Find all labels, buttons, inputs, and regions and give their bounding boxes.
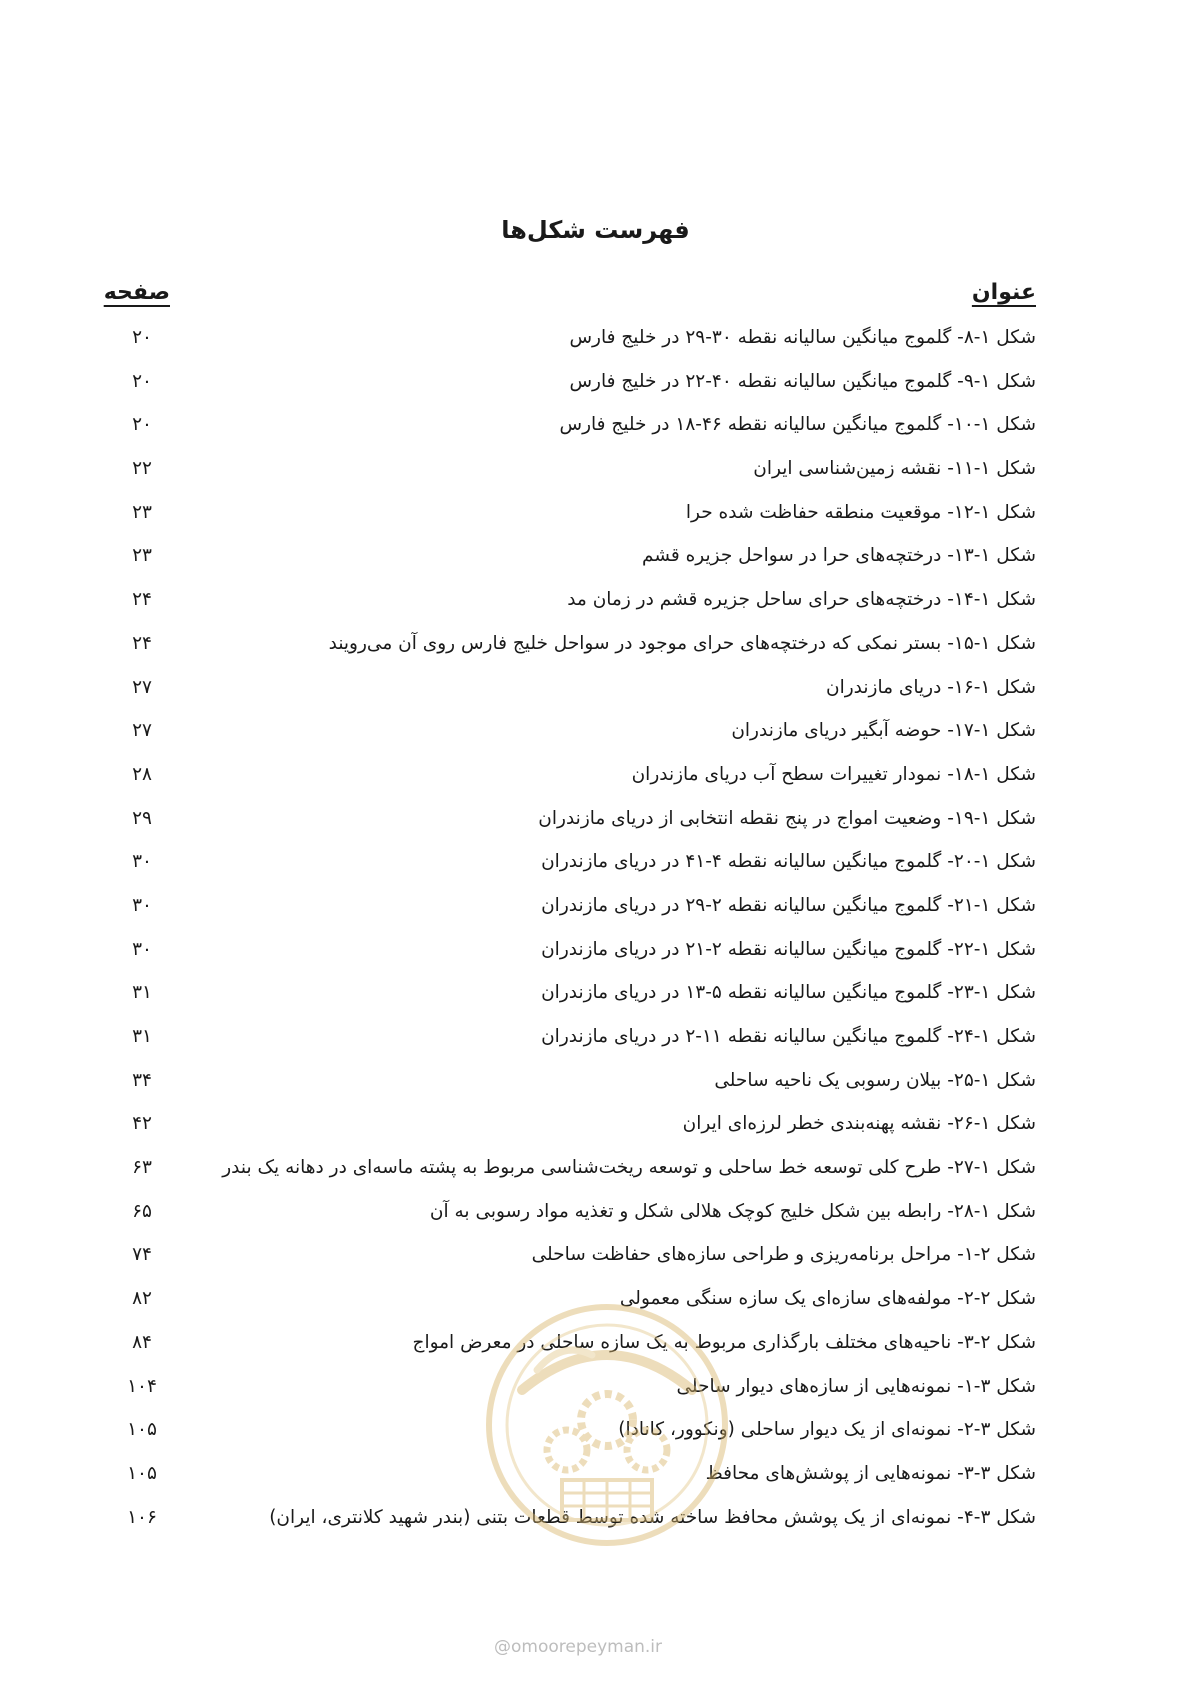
list-item (0, 327, 1191, 371)
page-number: ۱۰۵ (127, 1419, 157, 1441)
list-item (0, 895, 1191, 939)
list-item (0, 502, 1191, 546)
figure-caption: شکل ۱-۲۲- گلموج میانگین سالیانه نقطه ۲-۲۱ در دریای مازندران (541, 938, 1036, 960)
list-item (0, 1288, 1191, 1332)
list-item (0, 1026, 1191, 1070)
page-number: ۳۴ (132, 1069, 152, 1091)
list-item (0, 851, 1191, 895)
page-number: ۲۴ (132, 589, 152, 611)
list-item (0, 764, 1191, 808)
page-number: ۶۳ (132, 1157, 152, 1179)
page-number: ۳۰ (132, 851, 152, 873)
page-number: ۲۹ (132, 807, 152, 829)
figure-caption: شکل ۱-۲۰- گلموج میانگین سالیانه نقطه ۴-۴۱ در دریای مازندران (541, 851, 1036, 873)
list-item (0, 414, 1191, 458)
page-number: ۳۰ (132, 938, 152, 960)
list-item (0, 982, 1191, 1026)
page-title: فهرست شکل‌ها (501, 216, 690, 244)
figure-caption: شکل ۱-۱۸- نمودار تغییرات سطح آب دریای مازندران (631, 763, 1036, 785)
page-number: ۸۲ (132, 1288, 152, 1310)
figure-caption: شکل ۱-۱۷- حوضه آبگیر دریای مازندران (731, 720, 1036, 742)
page-number: ۲۳ (132, 501, 152, 523)
watermark-url: @omoorepeyman.ir (494, 1637, 663, 1657)
list-item (0, 1419, 1191, 1463)
page-number: ۶۵ (132, 1200, 152, 1222)
list-item (0, 1113, 1191, 1157)
figure-caption: شکل ۱-۲۶- نقشه پهنه‌بندی خطر لرزه‌ای ایران (682, 1113, 1036, 1135)
figure-caption: شکل ۲-۳- ناحیه‌های مختلف بارگذاری مربوط به یک سازه ساحلی در معرض امواج (412, 1331, 1036, 1353)
page-number: ۳۱ (132, 1026, 152, 1047)
list-item (0, 1507, 1191, 1551)
figure-caption: شکل ۱-۲۱- گلموج میانگین سالیانه نقطه ۲-۲۹ در دریای مازندران (541, 894, 1036, 916)
page-number: ۸۴ (132, 1331, 152, 1353)
list-item (0, 589, 1191, 633)
page-number: ۳۰ (132, 894, 152, 916)
figure-caption: شکل ۳-۲- نمونه‌ای از یک دیوار ساحلی (ونکوور، کانادا) (618, 1419, 1036, 1441)
figure-caption: شکل ۳-۱- نمونه‌هایی از سازه‌های دیوار ساحلی (676, 1375, 1036, 1397)
figure-caption: شکل ۱-۱۹- وضعیت امواج در پنج نقطه انتخابی از دریای مازندران (538, 807, 1036, 829)
page-number: ۷۴ (132, 1244, 152, 1266)
list-item (0, 1244, 1191, 1288)
figure-caption: شکل ۱-۲۸- رابطه بین شکل خلیج کوچک هلالی شکل و تغذیه مواد رسوبی به آن (429, 1200, 1036, 1222)
page-number: ۳۱ (132, 982, 152, 1004)
figure-caption: شکل ۱-۲۳- گلموج میانگین سالیانه نقطه ۵-۱۳ در دریای مازندران (541, 982, 1036, 1004)
page-number: ۲۷ (132, 720, 152, 742)
list-item (0, 808, 1191, 852)
list-item (0, 939, 1191, 983)
page-number: ۲۷ (132, 676, 152, 698)
list-item (0, 677, 1191, 721)
page-number: ۲۴ (132, 632, 152, 654)
figure-caption: شکل ۱-۱۶- دریای مازندران (826, 676, 1036, 698)
page-number: ۲۰ (132, 370, 152, 392)
figure-caption: شکل ۱-۱۰- گلموج میانگین سالیانه نقطه ۴۶-۱۸ در خلیج فارس (559, 414, 1036, 436)
list-item (0, 1157, 1191, 1201)
page-number: ۲۰ (132, 414, 152, 436)
figure-caption: شکل ۳-۴- نمونه‌ای از یک پوشش محافظ ساخته شده توسط قطعات بتنی (بندر شهید کلانتری، ایران) (269, 1506, 1036, 1528)
list-item (0, 371, 1191, 415)
page-number: ۲۸ (132, 763, 152, 785)
figure-caption: شکل ۱-۲۴- گلموج میانگین سالیانه نقطه ۱۱-۲ در دریای مازندران (541, 1026, 1036, 1047)
figure-caption: شکل ۱-۱۵- بستر نمکی که درختچه‌های حرای موجود در سواحل خلیج فارس روی آن می‌رویند (328, 632, 1036, 654)
list-item (0, 720, 1191, 764)
page-number: ۴۲ (132, 1113, 152, 1135)
figure-caption: شکل ۱-۱۱- نقشه زمین‌شناسی ایران (753, 458, 1036, 480)
figure-caption: شکل ۱-۸- گلموج میانگین سالیانه نقطه ۳۰-۲۹ در خلیج فارس (569, 327, 1036, 348)
page-number: ۱۰۶ (127, 1506, 157, 1528)
figure-caption: شکل ۱-۱۲- موقعیت منطقه حفاظت شده حرا (685, 501, 1036, 523)
figure-caption: شکل ۱-۱۳- درختچه‌های حرا در سواحل جزیره قشم (642, 545, 1036, 567)
page-number: ۱۰۴ (127, 1375, 157, 1397)
figure-caption: شکل ۲-۱- مراحل برنامه‌ریزی و طراحی سازه‌های حفاظت ساحلی (531, 1244, 1036, 1266)
list-item (0, 1376, 1191, 1420)
list-item (0, 545, 1191, 589)
list-item (0, 1463, 1191, 1507)
figure-caption: شکل ۲-۲- مولفه‌های سازه‌ای یک سازه سنگی معمولی (619, 1288, 1036, 1310)
page-number: ۲۳ (132, 545, 152, 567)
figure-caption: شکل ۱-۹- گلموج میانگین سالیانه نقطه ۴۰-۲۲ در خلیج فارس (569, 370, 1036, 392)
page-number: ۱۰۵ (127, 1462, 157, 1484)
list-item (0, 458, 1191, 502)
list-item (0, 1332, 1191, 1376)
column-header-title: عنوان (971, 280, 1036, 305)
figure-caption: شکل ۱-۲۵- بیلان رسوبی یک ناحیه ساحلی (714, 1069, 1036, 1091)
list-item (0, 1070, 1191, 1114)
list-item (0, 1201, 1191, 1245)
figure-list (0, 327, 1191, 1550)
figure-caption: شکل ۳-۳- نمونه‌هایی از پوشش‌های محافظ (705, 1462, 1036, 1484)
figure-caption: شکل ۱-۱۴- درختچه‌های حرای ساحل جزیره قشم در زمان مد (567, 589, 1036, 611)
page-number: ۲۲ (132, 458, 152, 480)
list-item (0, 633, 1191, 677)
figure-caption: شکل ۱-۲۷- طرح کلی توسعه خط ساحلی و توسعه ریخت‌شناسی مربوط به پشته ماسه‌ای در دهانه یک بندر (222, 1157, 1036, 1179)
column-header-page: صفحه (103, 280, 170, 305)
page-number: ۲۰ (132, 327, 152, 348)
